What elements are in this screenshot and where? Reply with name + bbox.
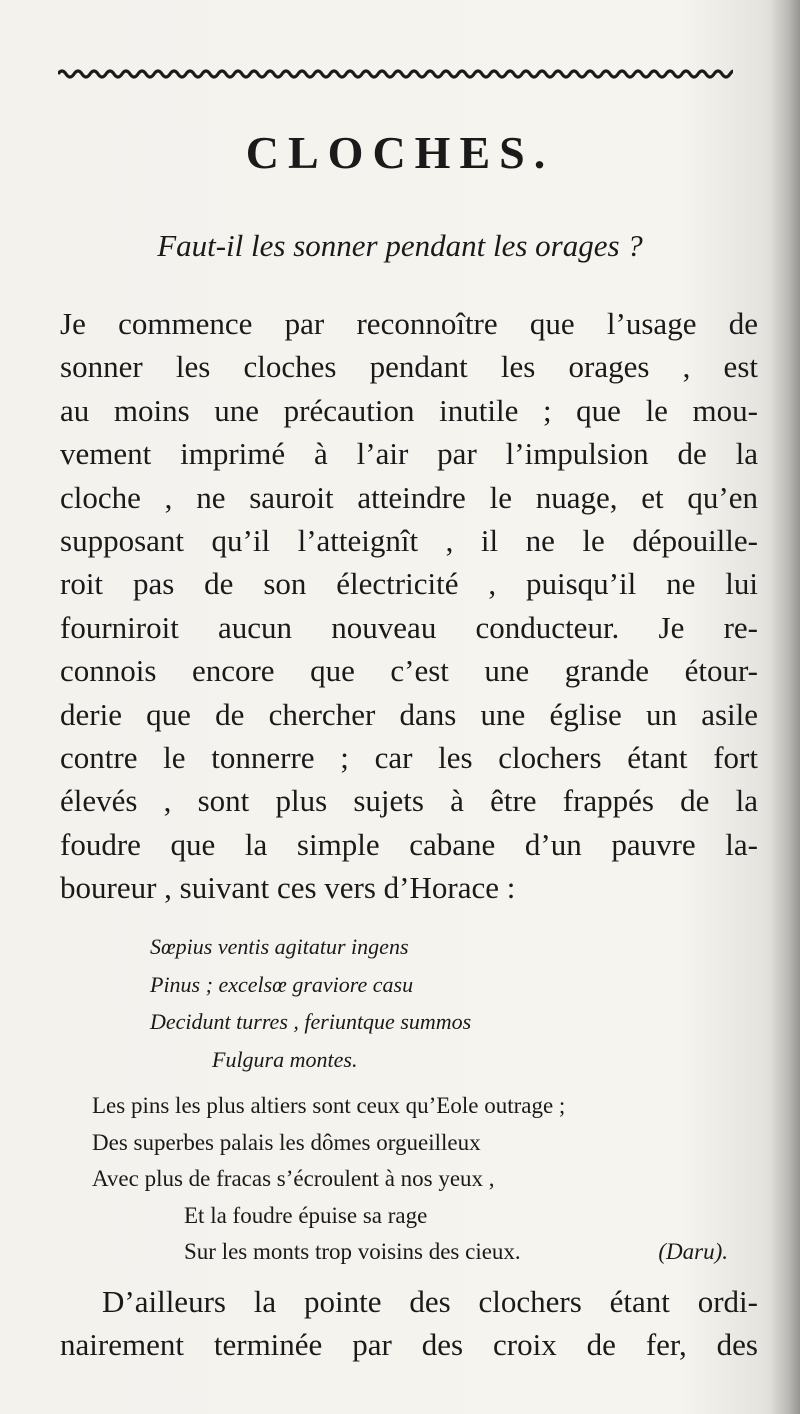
text-line: élevés , sont plus sujets à être frappés de la <box>60 783 758 819</box>
text-line: vement imprimé à l’air par l’impulsion de la <box>60 436 758 472</box>
text-line-content: commence par reconnoître que l’usage de <box>85 306 758 341</box>
verse-line: Decidunt turres , feriuntque summos <box>150 1009 472 1034</box>
dropcap: Je <box>60 306 86 341</box>
verse-line <box>92 1234 772 1271</box>
text-line: foudre que la simple cabane d’un pauvre la- <box>60 826 758 862</box>
verse-line: Sœpius ventis agitatur ingens <box>150 934 409 959</box>
decorative-wavy-rule <box>58 66 733 80</box>
text-line: cloche , ne sauroit atteindre le nuage, et qu’en <box>60 479 758 515</box>
attribution: (Daru). <box>658 1239 728 1264</box>
text-line: sonner les cloches pendant les orages , est <box>60 349 758 385</box>
text-line: supposant qu’il l’atteignît , il ne le dépouille- <box>60 522 758 558</box>
verse-line: Des superbes palais les dômes orgueilleux <box>92 1129 481 1155</box>
latin-verse <box>150 928 650 1078</box>
page-edge-shadow <box>770 0 800 1414</box>
text-line: derie que de chercher dans une église un asile <box>60 696 758 732</box>
text-line: fourniroit aucun nouveau conducteur. Je re- <box>60 609 758 645</box>
paragraph-2 <box>60 1280 758 1367</box>
paragraph-1 <box>60 302 758 909</box>
text-line: au moins une précaution inutile ; que le mou- <box>60 392 758 428</box>
verse-line: Pinus ; excelsœ graviore casu <box>150 971 414 997</box>
french-verse <box>92 1088 772 1271</box>
text-line: D’ailleurs la pointe des clochers étant ordi- <box>102 1284 758 1319</box>
text-line: connois encore que c’est une grande étour- <box>60 653 758 689</box>
text-line: nairement terminée par des croix de fer, des <box>60 1327 758 1363</box>
text-line <box>60 302 758 345</box>
verse-line: Et la foudre épuise sa rage <box>184 1202 428 1228</box>
chapter-subtitle: Faut-il les sonner pendant les orages ? <box>157 228 643 263</box>
verse-line-content: Sur les monts trop voisins des cieux. <box>184 1239 521 1264</box>
text-line: roit pas de son électricité , puisqu’il ne lui <box>60 566 758 602</box>
chapter-title: CLOCHES. <box>245 127 555 178</box>
text-line: boureur , suivant ces vers d’Horace : <box>60 870 516 906</box>
verse-line: Avec plus de fracas s’écroulent à nos yeux , <box>92 1166 495 1191</box>
verse-line: Les pins les plus altiers sont ceux qu’Eole outrage ; <box>92 1093 566 1118</box>
verse-line: Fulgura montes. <box>212 1046 358 1072</box>
text-line: contre le tonnerre ; car les clochers étant fort <box>60 739 758 775</box>
